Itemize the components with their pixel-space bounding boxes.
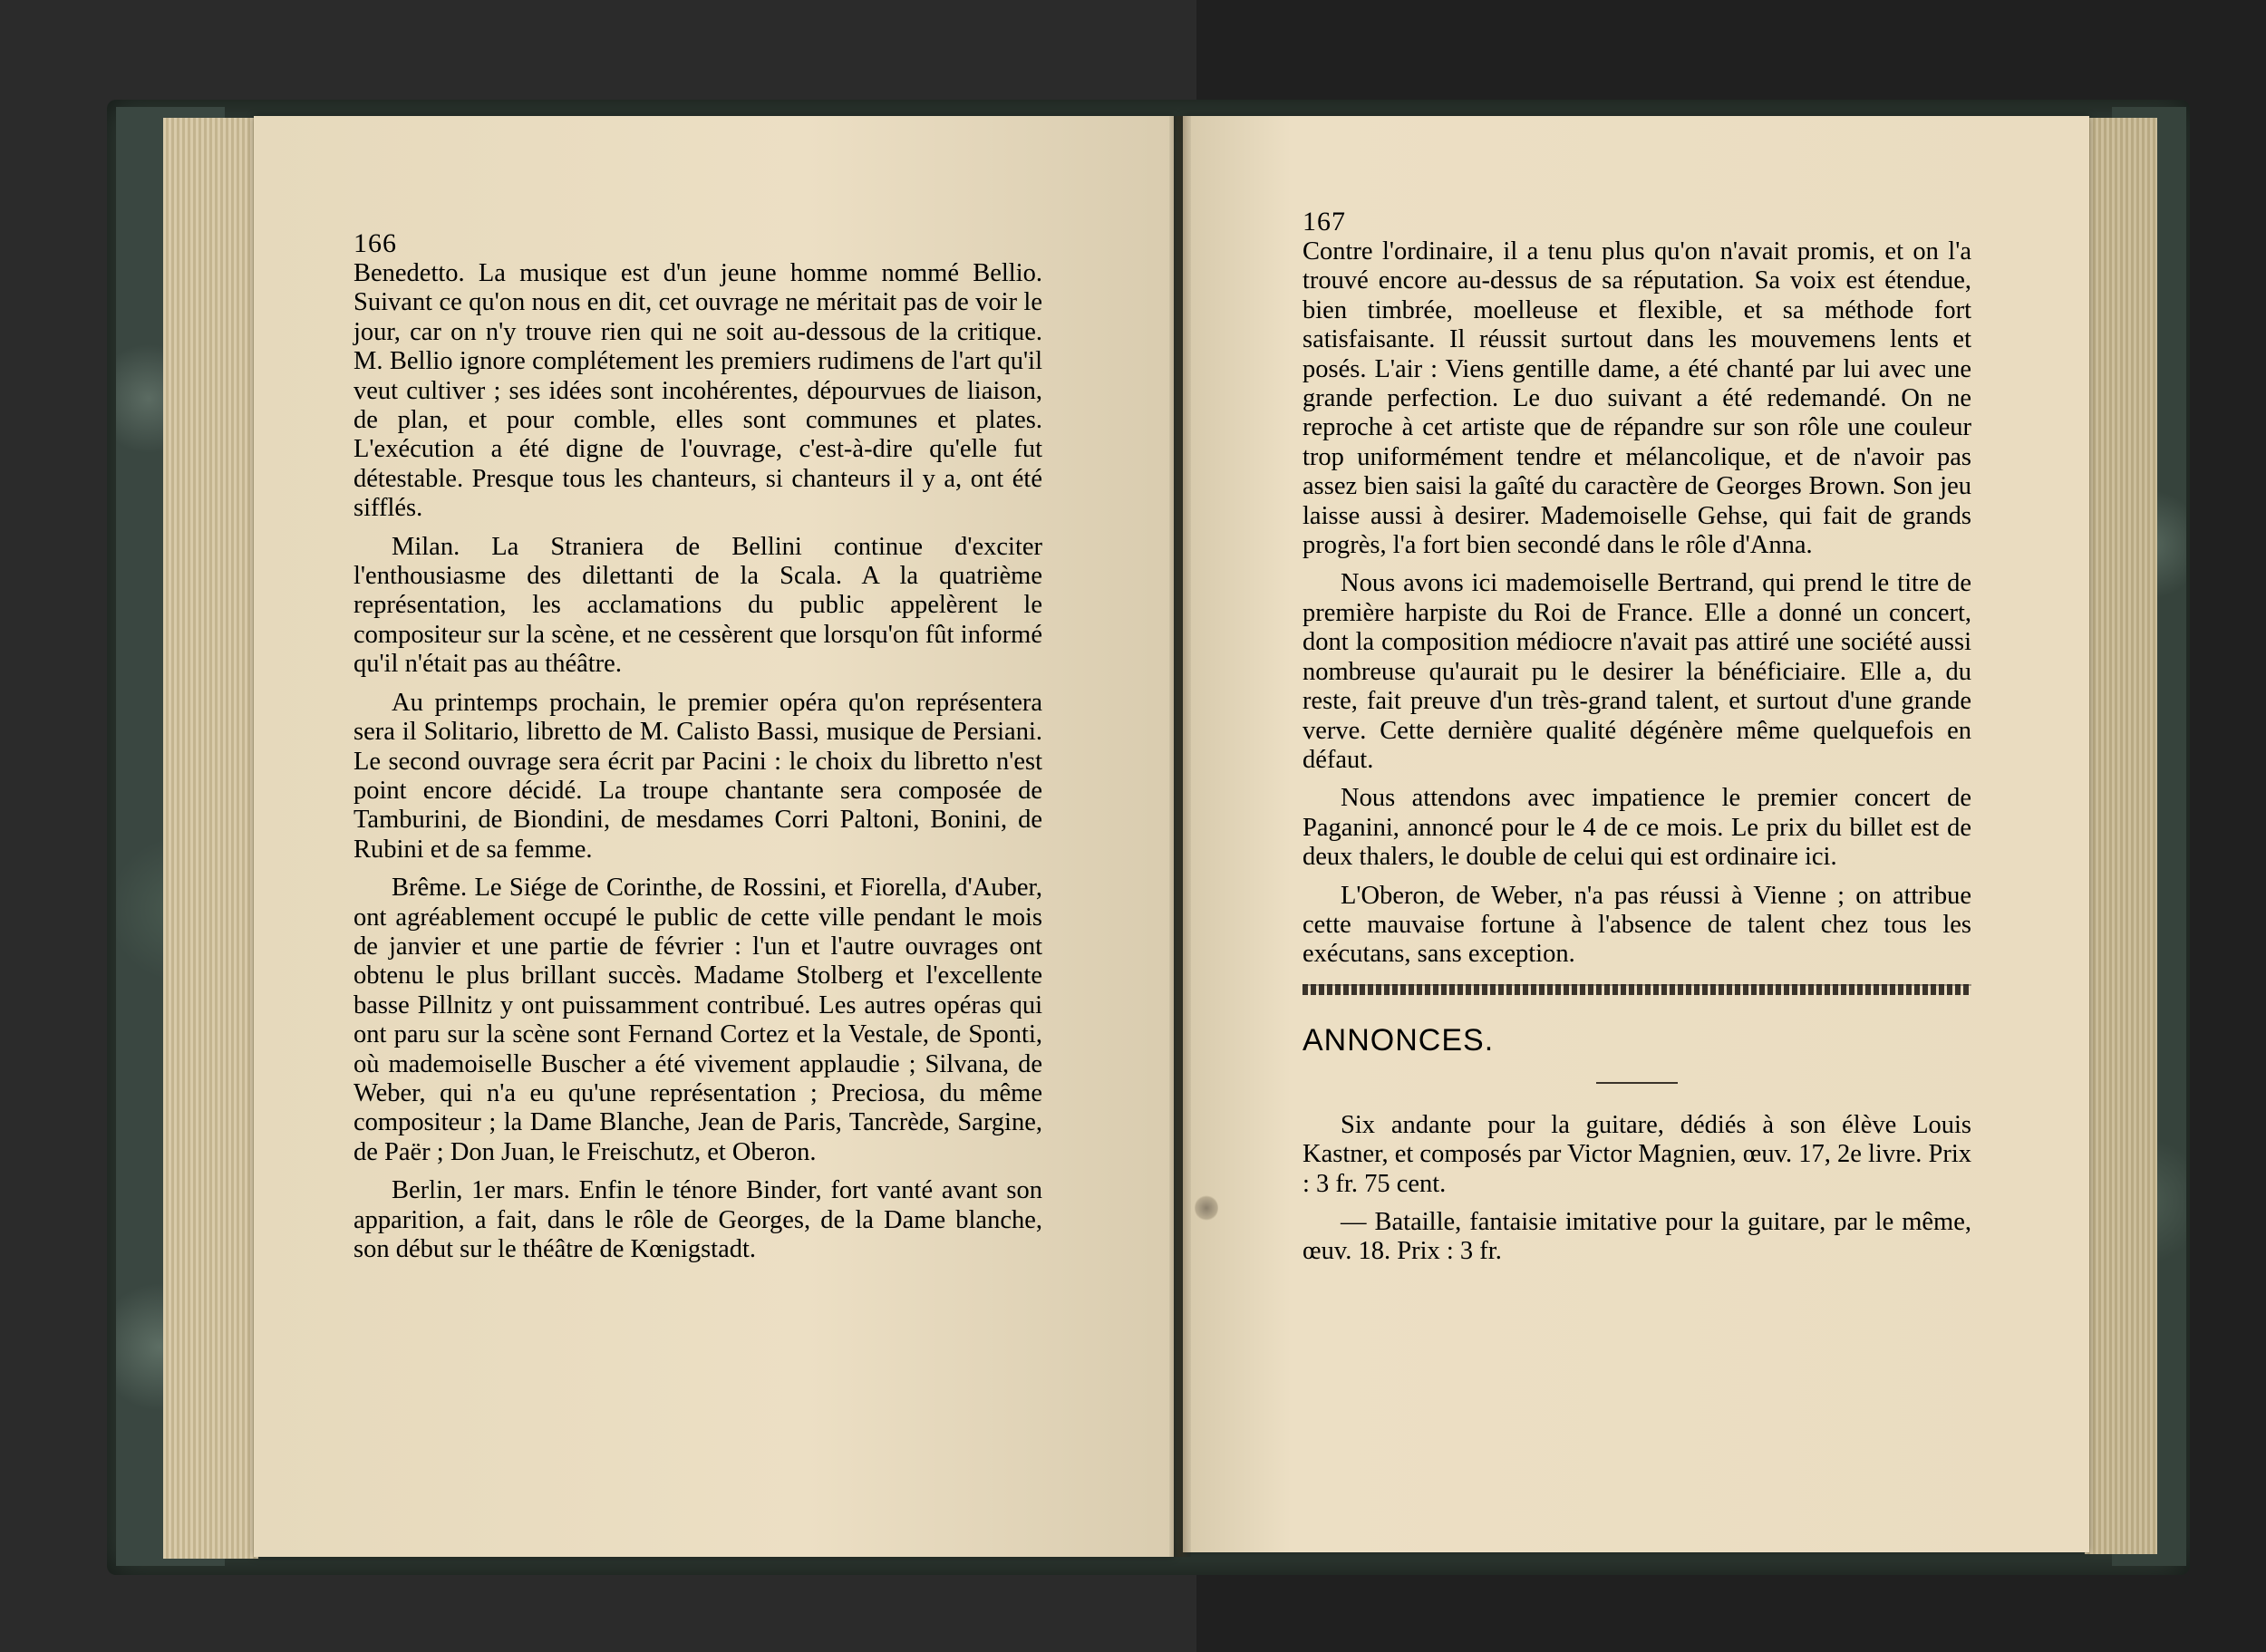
- paragraph-bertrand: Nous avons ici mademoiselle Bertrand, qui prend le titre de première harpiste du Roi de France. Elle a donné un concert, dont la composition médiocre n'avait pas attiré une société aussi nombreuse qu'aurait pu le desirer la bénéficiaire. Elle a, du reste, fait preuve d'un très-grand talent, et surtout d'une grande verve. Cette dernière qualité dégénère même quelquefois en défaut.: [1302, 569, 1971, 774]
- page-edges-right: [2085, 118, 2157, 1554]
- section-divider: [1302, 984, 1971, 995]
- paragraph-paganini: Nous attendons avec impatience le premier concert de Paganini, annoncé pour le 4 de ce mois. Le prix du billet est de deux thalers, le double de celui qui est ordinaire ici.: [1302, 784, 1971, 872]
- left-page-text: [353, 228, 1042, 1264]
- section-heading: ANNONCES.: [1302, 1022, 1495, 1058]
- right-page-text: [1302, 207, 1971, 1267]
- book-gutter: [1169, 116, 1191, 1557]
- paragraph-bellio: Benedetto. La musique est d'un jeune homme nommé Bellio. Suivant ce qu'on nous en dit, cet ouvrage ne méritait pas de voir le jour, car on n'y trouve rien qui ne soit au-dessous de la critique. M. Bellio ignore complétement les premiers rudimens de l'art qu'il veut cultiver ; ses idées sont incohérentes, dépourvues de liaison, de plan, et pour comble, elles sont communes et plates. L'exécution a été digne de l'ouvrage, c'est-à-dire qu'elle fut détestable. Presque tous les chanteurs, si chanteurs il y a, ont été sifflés.: [353, 259, 1042, 523]
- paragraph-oberon: L'Oberon, de Weber, n'a pas réussi à Vienne ; on attribue cette mauvaise fortune à l'absence de talent chez tous les exécutans, sans exception.: [1302, 881, 1971, 969]
- paragraph-berlin: Berlin, 1er mars. Enfin le ténore Binder, fort vanté avant son apparition, a fait, dans le rôle de Georges, de la Dame blanche, son début sur le théâtre de Kœnigstadt.: [353, 1176, 1042, 1263]
- paragraph-binder: Contre l'ordinaire, il a tenu plus qu'on n'avait promis, et on l'a trouvé encore au-dessus de sa réputation. Sa voix est étendue, bien timbrée, moelleuse et flexible, et sa méthode fort satisfaisante. Il réussit surtout dans les mouvemens lents et posés. L'air : Viens gentille dame, a été chanté par lui avec une grande perfection. Le duo suivant a été redemandé. On ne reproche à cet artiste que de répandre sur son rôle une couleur trop uniformément tendre et mélancolique, et de n'avoir pas assez bien saisi la gaîté du caractère de Georges Brown. Son jeu laisse aussi à desirer. Mademoiselle Gehse, qui fait de grands progrès, l'a fort bien secondé dans le rôle d'Anna.: [1302, 237, 1971, 560]
- paragraph-printemps: Au printemps prochain, le premier opéra qu'on représentera sera il Solitario, libretto de M. Calisto Bassi, musique de Persiani. Le second ouvrage sera écrit par Pacini : le choix du libretto n'est point encore décidé. La troupe chantante sera composée de Tamburini, de Biondini, de mesdames Corri Paltoni, Bonini, de Rubini et de sa femme.: [353, 688, 1042, 864]
- page-number-right: 167: [1302, 207, 1346, 237]
- paper-stain: [1195, 1194, 1218, 1222]
- paragraph-breme: Brême. Le Siége de Corinthe, de Rossini, et Fiorella, d'Auber, ont agréablement occupé le public de cette ville pendant le mois de janvier et une partie de février : l'un et l'autre ouvrages ont obtenu le plus brillant succès. Madame Stolberg et l'excellente basse Pillnitz y ont puissamment contribué. Les autres opéras qui ont paru sur la scène sont Fernand Cortez et la Vestale, de Sponti, où mademoiselle Buscher a été vivement applaudie ; Silvana, de Weber, qui n'a eu qu'une représentation ; Preciosa, du même compositeur ; la Dame Blanche, Jean de Paris, Tancrède, Sargine, de Paër ; Don Juan, le Freischutz, et Oberon.: [353, 874, 1042, 1166]
- heading-rule: [1596, 1082, 1678, 1084]
- page-number-left: 166: [353, 228, 397, 258]
- announcement-andante: Six andante pour la guitare, dédiés à son élève Louis Kastner, et composés par Victor Magnien, œuv. 17, 2e livre. Prix : 3 fr. 75 cent.: [1302, 1110, 1971, 1198]
- paragraph-milan: Milan. La Straniera de Bellini continue d'exciter l'enthousiasme des dilettanti de la Scala. A la quatrième représentation, les acclamations du public appelèrent le compositeur sur la scène, et ne cessèrent que lorsqu'on fût informé qu'il n'était pas au théâtre.: [353, 532, 1042, 679]
- page-edges-left: [163, 118, 258, 1559]
- announcement-bataille: — Bataille, fantaisie imitative pour la guitare, par le même, œuv. 18. Prix : 3 fr.: [1302, 1207, 1971, 1266]
